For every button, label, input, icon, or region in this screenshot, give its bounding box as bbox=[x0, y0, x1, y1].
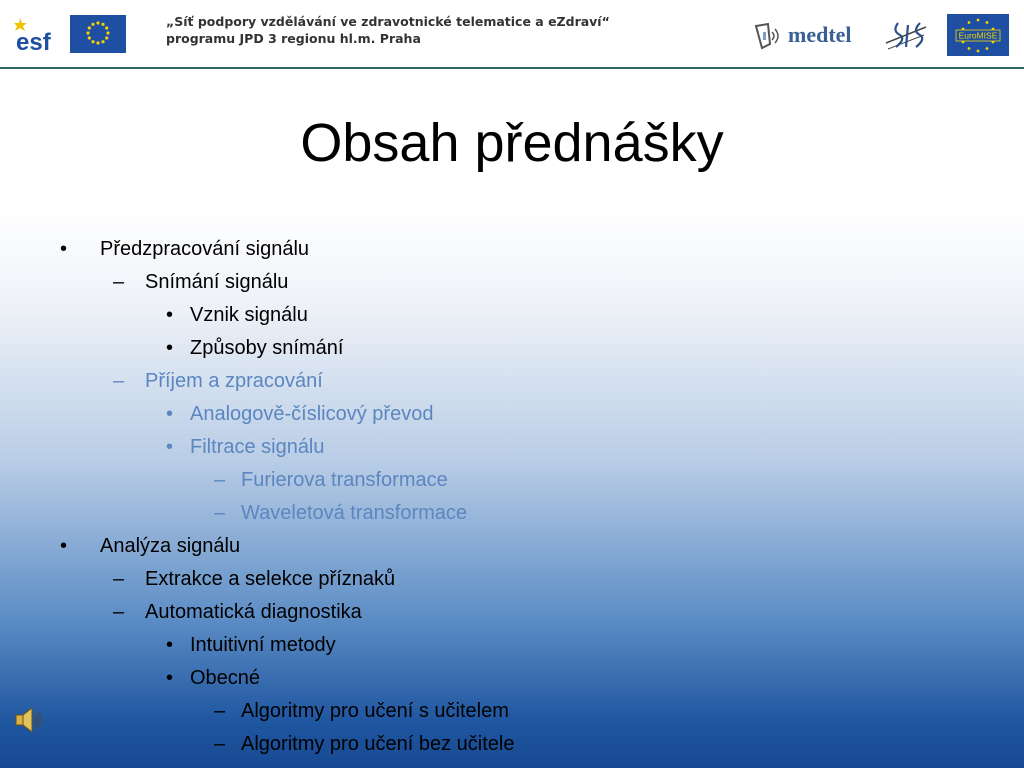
outline-item-label: Intuitivní metody bbox=[190, 634, 336, 656]
outline-item-marker: – bbox=[113, 271, 125, 293]
outline-item-label: Extrakce a selekce příznaků bbox=[145, 568, 396, 590]
outline-item-marker: • bbox=[60, 238, 68, 260]
outline-item-marker: – bbox=[214, 502, 226, 524]
outline-item-label: Algoritmy pro učení s učitelem bbox=[241, 700, 509, 722]
speaker-icon[interactable] bbox=[10, 702, 46, 738]
sis-logo bbox=[878, 13, 934, 59]
outline-item-marker: • bbox=[166, 403, 174, 425]
slide-header bbox=[0, 0, 1024, 69]
outline-item-marker: – bbox=[113, 601, 125, 623]
outline-item-marker: • bbox=[166, 304, 174, 326]
slide-title: Obsah přednášky bbox=[300, 113, 724, 173]
outline-item-label: Waveletová transformace bbox=[241, 502, 468, 524]
euromise-logo-text: EuroMISE bbox=[958, 30, 998, 41]
outline-item-marker: • bbox=[166, 667, 174, 689]
outline-item-marker: – bbox=[214, 700, 226, 722]
outline-item-label: Automatická diagnostika bbox=[145, 601, 362, 623]
esf-logo-text: esf bbox=[16, 29, 51, 54]
outline-item-label: Snímání signálu bbox=[145, 271, 289, 293]
eu-flag-icon bbox=[70, 15, 126, 53]
outline-item-label: Analogově-číslicový převod bbox=[190, 403, 434, 425]
project-caption-line2: programu JPD 3 regionu hl.m. Praha bbox=[166, 31, 421, 46]
outline-item-marker: • bbox=[60, 535, 68, 557]
outline-item-label: Předzpracování signálu bbox=[100, 238, 310, 260]
esf-logo bbox=[14, 14, 66, 54]
outline-item-marker: • bbox=[166, 634, 174, 656]
outline-item-label: Furierova transformace bbox=[241, 469, 448, 491]
project-caption bbox=[166, 13, 636, 47]
outline-item-marker: – bbox=[113, 568, 125, 590]
outline-item-marker: – bbox=[214, 733, 226, 755]
outline-item-label: Algoritmy pro učení bez učitele bbox=[241, 733, 515, 755]
outline-item-marker: – bbox=[214, 469, 226, 491]
outline-item-label: Filtrace signálu bbox=[190, 436, 325, 458]
outline-item-label: Vznik signálu bbox=[190, 304, 308, 326]
outline-item-label: Příjem a zpracování bbox=[145, 370, 323, 392]
outline-item-label: Způsoby snímání bbox=[190, 337, 344, 359]
medtel-logo-text: medtel bbox=[788, 22, 852, 47]
outline-item-label: Analýza signálu bbox=[100, 535, 241, 557]
project-caption-line1: „Síť podpory vzdělávání ve zdravotnické telematice a eZdraví“ bbox=[166, 14, 610, 29]
euromise-logo bbox=[947, 14, 1009, 56]
outline-item-marker: • bbox=[166, 337, 174, 359]
outline-item-label: Obecné bbox=[190, 667, 261, 689]
medtel-logo bbox=[752, 18, 860, 54]
outline-item-marker: • bbox=[166, 436, 174, 458]
outline-item-marker: – bbox=[113, 370, 125, 392]
